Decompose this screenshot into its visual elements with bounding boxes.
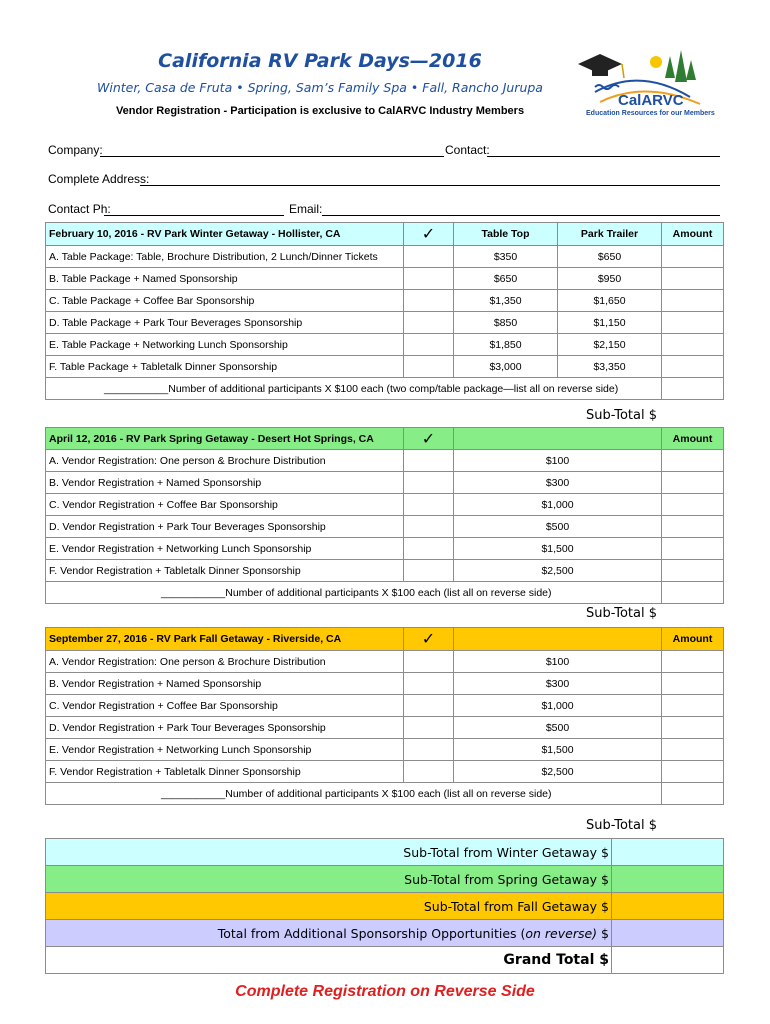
fall-subtotal: Sub-Total $ [586, 818, 658, 833]
table-row [46, 516, 724, 538]
table-row [46, 356, 724, 378]
table-row [46, 268, 724, 290]
row-label: C. Vendor Registration + Coffee Bar Sponsorship [46, 494, 404, 516]
total-additional [46, 920, 612, 947]
price: $1,000 [454, 494, 662, 516]
winter-check-icon[interactable]: ✓ [404, 223, 454, 246]
fall-table [45, 627, 724, 805]
grand-total-amount[interactable] [612, 947, 724, 974]
amount-cell[interactable] [662, 673, 724, 695]
row-label: A. Vendor Registration: One person & Brochure Distribution [46, 651, 404, 673]
table-row [46, 246, 724, 268]
contact-label: Contact: [445, 143, 490, 157]
total-spring-amount[interactable] [612, 866, 724, 893]
additional-row [46, 783, 724, 805]
amount-cell[interactable] [662, 378, 724, 400]
total-fall-amount[interactable] [612, 893, 724, 920]
additional-row [46, 378, 724, 400]
winter-header: February 10, 2016 - RV Park Winter Getaway - Hollister, CA [46, 223, 404, 246]
table-top-price: $3,000 [454, 356, 558, 378]
fall-check-icon[interactable]: ✓ [404, 628, 454, 651]
check-cell[interactable] [404, 673, 454, 695]
fall-header: September 27, 2016 - RV Park Fall Getaway - Riverside, CA [46, 628, 404, 651]
fall-col-amount: Amount [662, 628, 724, 651]
table-row [46, 673, 724, 695]
check-cell[interactable] [404, 739, 454, 761]
winter-col-park-trailer: Park Trailer [558, 223, 662, 246]
logo-tagline: Education Resources for our Members [586, 110, 715, 117]
amount-cell[interactable] [662, 582, 724, 604]
registration-note: Vendor Registration - Participation is exclusive to CalARVC Industry Members [115, 105, 525, 117]
price: $500 [454, 516, 662, 538]
additional-row [46, 582, 724, 604]
total-additional-amount[interactable] [612, 920, 724, 947]
table-row [46, 695, 724, 717]
row-label: E. Vendor Registration + Networking Lunch Sponsorship [46, 739, 404, 761]
winter-col-table-top: Table Top [454, 223, 558, 246]
winter-subtotal: Sub-Total $ [586, 408, 658, 423]
additional-participants[interactable]: ___________Number of additional participants X $100 each (list all on reverse side) [46, 582, 662, 604]
price: $500 [454, 717, 662, 739]
row-label: B. Vendor Registration + Named Sponsorship [46, 472, 404, 494]
table-row [46, 334, 724, 356]
amount-cell[interactable] [662, 450, 724, 472]
amount-cell[interactable] [662, 246, 724, 268]
spring-col-amount: Amount [662, 428, 724, 450]
park-trailer-price: $950 [558, 268, 662, 290]
spring-check-icon[interactable]: ✓ [404, 428, 454, 450]
total-winter: Sub-Total from Winter Getaway $ [46, 839, 612, 866]
park-trailer-price: $650 [558, 246, 662, 268]
amount-cell[interactable] [662, 516, 724, 538]
amount-cell[interactable] [662, 356, 724, 378]
amount-cell[interactable] [662, 312, 724, 334]
check-cell[interactable] [404, 472, 454, 494]
row-label: F. Vendor Registration + Tabletalk Dinner Sponsorship [46, 761, 404, 783]
check-cell[interactable] [404, 560, 454, 582]
table-row [46, 717, 724, 739]
check-cell[interactable] [404, 717, 454, 739]
table-top-price: $350 [454, 246, 558, 268]
park-trailer-price: $3,350 [558, 356, 662, 378]
spring-header: April 12, 2016 - RV Park Spring Getaway - Desert Hot Springs, CA [46, 428, 404, 450]
table-top-price: $1,350 [454, 290, 558, 312]
price: $100 [454, 651, 662, 673]
table-top-price: $850 [454, 312, 558, 334]
price: $1,500 [454, 538, 662, 560]
total-winter-amount[interactable] [612, 839, 724, 866]
additional-participants[interactable]: ___________Number of additional participants X $100 each (two comp/table package—list all on reverse side) [46, 378, 662, 400]
amount-cell[interactable] [662, 739, 724, 761]
totals-table [45, 838, 724, 974]
table-row [46, 651, 724, 673]
company-field[interactable] [100, 156, 444, 157]
table-row [46, 472, 724, 494]
additional-participants[interactable]: ___________Number of additional participants X $100 each (list all on reverse side) [46, 783, 662, 805]
total-fall: Sub-Total from Fall Getaway $ [46, 893, 612, 920]
table-row [46, 739, 724, 761]
total-additional-suffix: $ [597, 925, 609, 941]
row-label: D. Vendor Registration + Park Tour Beverages Sponsorship [46, 516, 404, 538]
logo-text: CalARVC [618, 92, 684, 109]
row-label: F. Vendor Registration + Tabletalk Dinner Sponsorship [46, 560, 404, 582]
check-cell[interactable] [404, 450, 454, 472]
amount-cell[interactable] [662, 290, 724, 312]
table-row [46, 290, 724, 312]
price: $100 [454, 450, 662, 472]
amount-cell[interactable] [662, 560, 724, 582]
price: $2,500 [454, 761, 662, 783]
check-cell[interactable] [404, 268, 454, 290]
check-cell[interactable] [404, 334, 454, 356]
phone-label: Contact Ph: [48, 202, 111, 216]
check-cell[interactable] [404, 494, 454, 516]
price: $2,500 [454, 560, 662, 582]
price: $1,000 [454, 695, 662, 717]
row-label: E. Table Package + Networking Lunch Sponsorship [46, 334, 404, 356]
amount-cell[interactable] [662, 538, 724, 560]
phone-field[interactable] [104, 215, 284, 216]
page-title: California RV Park Days—2016 [158, 50, 482, 72]
price: $1,500 [454, 739, 662, 761]
row-label: C. Table Package + Coffee Bar Sponsorship [46, 290, 404, 312]
row-label: E. Vendor Registration + Networking Lunch Sponsorship [46, 538, 404, 560]
amount-cell[interactable] [662, 695, 724, 717]
price: $300 [454, 472, 662, 494]
amount-cell[interactable] [662, 472, 724, 494]
table-row [46, 538, 724, 560]
contact-field[interactable] [487, 156, 720, 157]
price: $300 [454, 673, 662, 695]
park-trailer-price: $1,650 [558, 290, 662, 312]
table-top-price: $650 [454, 268, 558, 290]
address-label: Complete Address: [48, 172, 150, 186]
table-row [46, 450, 724, 472]
table-row [46, 494, 724, 516]
footer-note: Complete Registration on Reverse Side [235, 983, 535, 1000]
check-cell[interactable] [404, 356, 454, 378]
total-additional-em: on reverse) [525, 925, 598, 941]
amount-cell[interactable] [662, 494, 724, 516]
row-label: A. Vendor Registration: One person & Brochure Distribution [46, 450, 404, 472]
amount-cell[interactable] [662, 334, 724, 356]
page-subtitle: Winter, Casa de Fruta • Spring, Sam’s Family Spa • Fall, Rancho Jurupa [97, 80, 543, 95]
check-cell[interactable] [404, 695, 454, 717]
table-top-price: $1,850 [454, 334, 558, 356]
row-label: C. Vendor Registration + Coffee Bar Sponsorship [46, 695, 404, 717]
table-row [46, 312, 724, 334]
row-label: B. Vendor Registration + Named Sponsorship [46, 673, 404, 695]
amount-cell[interactable] [662, 761, 724, 783]
row-label: D. Vendor Registration + Park Tour Beverages Sponsorship [46, 717, 404, 739]
company-label: Company: [48, 143, 103, 157]
check-cell[interactable] [404, 761, 454, 783]
amount-cell[interactable] [662, 651, 724, 673]
check-cell[interactable] [404, 651, 454, 673]
total-additional-prefix: Total from Additional Sponsorship Opportunities ( [217, 925, 526, 941]
total-spring: Sub-Total from Spring Getaway $ [46, 866, 612, 893]
row-label: B. Table Package + Named Sponsorship [46, 268, 404, 290]
winter-col-amount: Amount [662, 223, 724, 246]
row-label: F. Table Package + Tabletalk Dinner Sponsorship [46, 356, 404, 378]
check-cell[interactable] [404, 538, 454, 560]
amount-cell[interactable] [662, 717, 724, 739]
amount-cell[interactable] [662, 268, 724, 290]
park-trailer-price: $2,150 [558, 334, 662, 356]
email-label: Email: [289, 202, 323, 216]
check-cell[interactable] [404, 290, 454, 312]
check-cell[interactable] [404, 246, 454, 268]
grand-total: Grand Total $ [46, 947, 612, 974]
spring-subtotal: Sub-Total $ [586, 606, 658, 621]
table-row [46, 560, 724, 582]
table-row [46, 761, 724, 783]
spring-table [45, 427, 724, 604]
winter-table [45, 222, 724, 400]
calarvc-logo [570, 42, 715, 124]
check-cell[interactable] [404, 312, 454, 334]
address-field[interactable] [140, 185, 720, 186]
amount-cell[interactable] [662, 783, 724, 805]
row-label: D. Table Package + Park Tour Beverages Sponsorship [46, 312, 404, 334]
row-label: A. Table Package: Table, Brochure Distribution, 2 Lunch/Dinner Tickets [46, 246, 404, 268]
email-field[interactable] [322, 215, 720, 216]
check-cell[interactable] [404, 516, 454, 538]
park-trailer-price: $1,150 [558, 312, 662, 334]
